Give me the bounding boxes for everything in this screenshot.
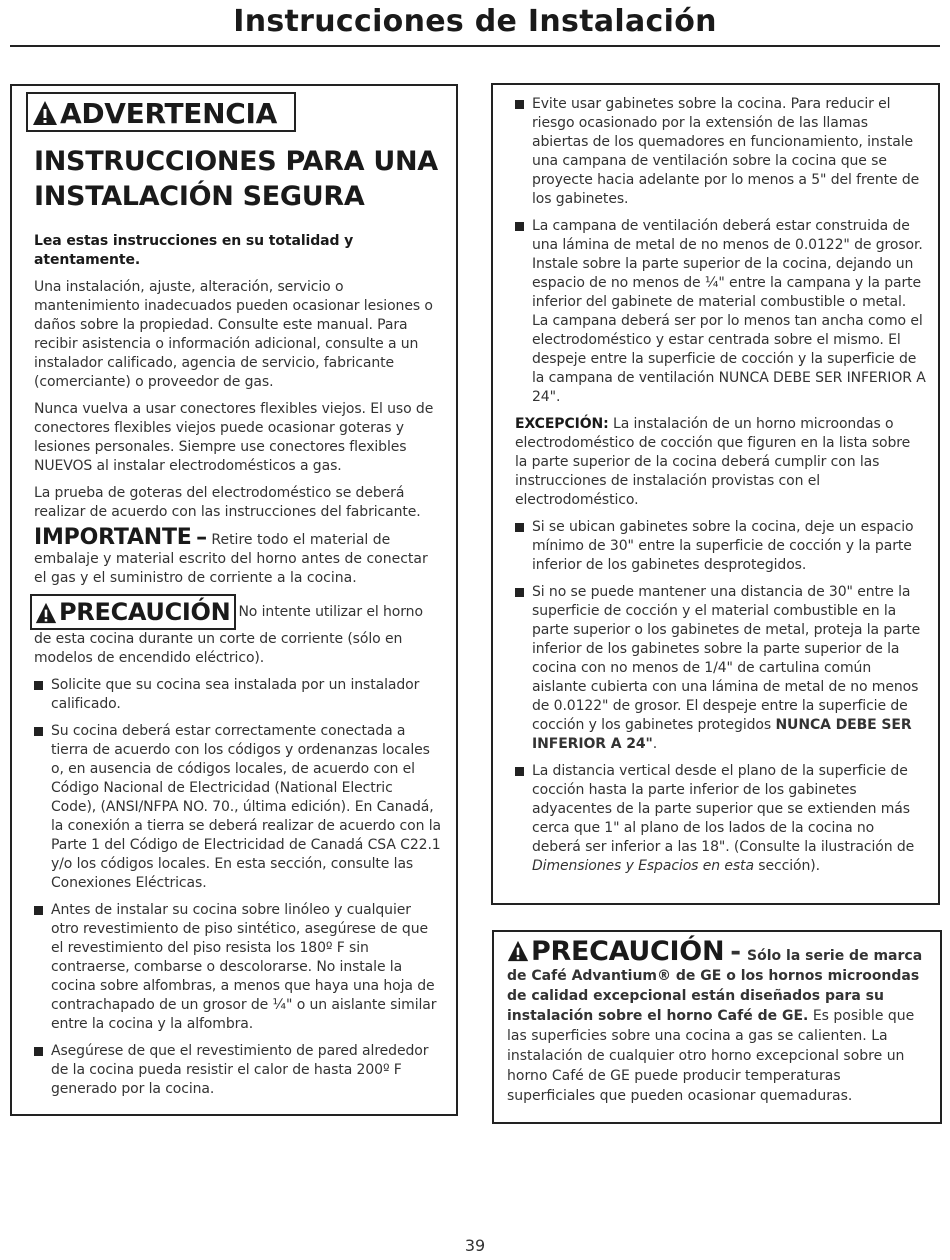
precaucion-banner bbox=[30, 594, 236, 630]
list-item-end: sección). bbox=[758, 858, 820, 874]
section-heading: INSTRUCCIONES PARA UNA INSTALACIÓN SEGURA bbox=[34, 146, 438, 212]
list-item-reference: Dimensiones y Espacios en esta bbox=[532, 858, 754, 874]
list-item: Asegúrese de que el revestimiento de pared alrededor de la cocina pueda resistir el calor de hasta 200º F generado por la cocina. bbox=[34, 1042, 442, 1099]
installation-bullets bbox=[34, 676, 442, 1099]
warning-banner bbox=[26, 92, 296, 132]
paragraph: La prueba de goteras del electrodoméstico se deberá realizar de acuerdo con las instrucciones del fabricante. bbox=[34, 485, 421, 520]
exception-note bbox=[515, 415, 926, 510]
importante-text: Retire todo el material de embalaje y material escrito del horno antes de conectar el gas y el suministro de corriente a la cocina. bbox=[34, 532, 428, 586]
list-item bbox=[515, 583, 926, 754]
page-title: Instrucciones de Instalación bbox=[233, 4, 717, 39]
precaucion-text: No intente utilizar el horno de esta cocina durante un corte de corriente (sólo en modelos de encendido eléctrico). bbox=[34, 604, 423, 666]
warning-triangle-icon bbox=[35, 602, 57, 624]
caution-bold-text: Sólo la serie de marca de Café Advantium® de GE o los hornos microondas de calidad excepcional están diseñados para su instalación sobre el horno Café de GE. bbox=[507, 948, 923, 1024]
precaucion-label: PRECAUCIÓN bbox=[59, 598, 231, 626]
list-item: Su cocina deberá estar correctamente conectada a tierra de acuerdo con los códigos y ordenanzas locales o, en ausencia de códigos locales, de acuerdo con el Código Nacional de Electricidad (National Electric Code), (ANSI/NFPA NO. 70., última edición). En Canadá, la conexión a tierra se deberá realizar de acuerdo con la Parte 1 del Código de Electricidad de Canadá CSA C22.1 y/o los códigos locales. En esta sección, consulte las Conexiones Eléctricas. bbox=[34, 722, 442, 893]
precaucion-note bbox=[34, 594, 442, 668]
importante-dash: – bbox=[196, 525, 207, 550]
list-item-end: . bbox=[652, 736, 658, 752]
list-item: Antes de instalar su cocina sobre linóleo y cualquier otro revestimiento de piso sintético, asegúrese de que el revestimiento del piso resista los 180º F sin contraerse, combarse o descolorarse. No instale la cocina sobre alfombras, a menos que haya una hoja de contrachapado de un grosor de ¼" o un aislante similar entre la cocina y la alfombra. bbox=[34, 901, 442, 1034]
page-number: 39 bbox=[464, 1236, 486, 1255]
caution-note bbox=[507, 936, 928, 1106]
importante-note bbox=[34, 525, 442, 588]
list-item-text: La distancia vertical desde el plano de la superficie de cocción hasta la parte inferior de los gabinetes adyacentes de la parte superior que se extienden más cerca que 1" al plano de los lados de la cocina no deberá ser inferior a las 18". (Consulte la ilustración de bbox=[532, 763, 915, 855]
paragraph: Nunca vuelva a usar conectores flexibles viejos. El uso de conectores flexibles viejos puede ocasionar goteras y lesiones personales. Siempre use conectores flexibles NUEVOS al instalar electrodomésticos a gas. bbox=[34, 401, 434, 474]
cafe-caution-panel bbox=[492, 930, 942, 1124]
list-item: Solicite que su cocina sea instalada por un instalador calificado. bbox=[34, 676, 442, 714]
safety-instructions-panel bbox=[10, 84, 458, 1116]
lead-text: Lea estas instrucciones en su totalidad y atentamente. bbox=[34, 233, 354, 268]
list-item: La campana de ventilación deberá estar construida de una lámina de metal de no menos de 0.0122" de grosor. Instale sobre la parte superior de la cocina, dejando un espacio de no menos de ¼" entre la campana y la parte inferior del gabinete de material combustible o metal. La campana deberá ser por lo menos tan ancha como el electrodoméstico y estar centrada sobre el mismo. El despeje entre la superficie de cocción y la superficie de la campana de ventilación NUNCA DEBE SER INFERIOR A 24". bbox=[515, 217, 926, 407]
clearance-bullets-lower bbox=[515, 518, 926, 876]
list-item-text: Si no se puede mantener una distancia de 30" entre la superficie de cocción y el material combustible en la parte superior o los gabinetes de metal, proteja la parte inferior de los gabinetes sobre la parte superior de la cocina con no menos de 1/4" de cartulina común aislante cubierta con una lámina de metal de no menos de 0.0122" de grosor. El despeje entre la superficie de cocción y los gabinetes protegidos bbox=[532, 584, 921, 733]
caution-label: PRECAUCIÓN bbox=[531, 936, 725, 967]
list-item-emphasis: NUNCA DEBE SER INFERIOR A 24" bbox=[532, 717, 912, 752]
paragraph: Una instalación, ajuste, alteración, servicio o mantenimiento inadecuados pueden ocasionar lesiones o daños sobre la propiedad. Consulte este manual. Para recibir asistencia o información adicional, consulte a un instalador calificado, agencia de servicio, fabricante (comerciante) o proveedor de gas. bbox=[34, 279, 433, 390]
list-item bbox=[515, 762, 926, 876]
list-item: Si se ubican gabinetes sobre la cocina, deje un espacio mínimo de 30" entre la superficie de cocción y la parte inferior de los gabinetes desprotegidos. bbox=[515, 518, 926, 575]
cabinet-clearance-panel bbox=[491, 83, 940, 905]
title-divider bbox=[10, 45, 940, 47]
warning-triangle-icon bbox=[507, 940, 529, 962]
warning-label: ADVERTENCIA bbox=[60, 96, 278, 130]
caution-text: Es posible que las superficies sobre una cocina a gas se calienten. La instalación de cualquier otro horno excepcional sobre un horno Café de GE puede producir temperaturas superficiales que pueden ocasionar quemaduras. bbox=[507, 1008, 915, 1104]
warning-triangle-icon bbox=[32, 100, 58, 126]
exception-label: EXCEPCIÓN: bbox=[515, 416, 609, 432]
importante-label: IMPORTANTE bbox=[34, 525, 192, 550]
exception-text: La instalación de un horno microondas o electrodoméstico de cocción que figuren en la lista sobre la parte superior de la cocina deberá cumplir con las instrucciones de instalación provistas con el electrodoméstico. bbox=[515, 416, 911, 508]
list-item: Evite usar gabinetes sobre la cocina. Para reducir el riesgo ocasionado por la extensión de las llamas abiertas de los quemadores en funcionamiento, instale una campana de ventilación sobre la cocina que se proyecte hacia adelante por lo menos a 5" del frente de los gabinetes. bbox=[515, 95, 926, 209]
caution-dash: - bbox=[730, 937, 742, 967]
clearance-bullets bbox=[515, 95, 926, 407]
